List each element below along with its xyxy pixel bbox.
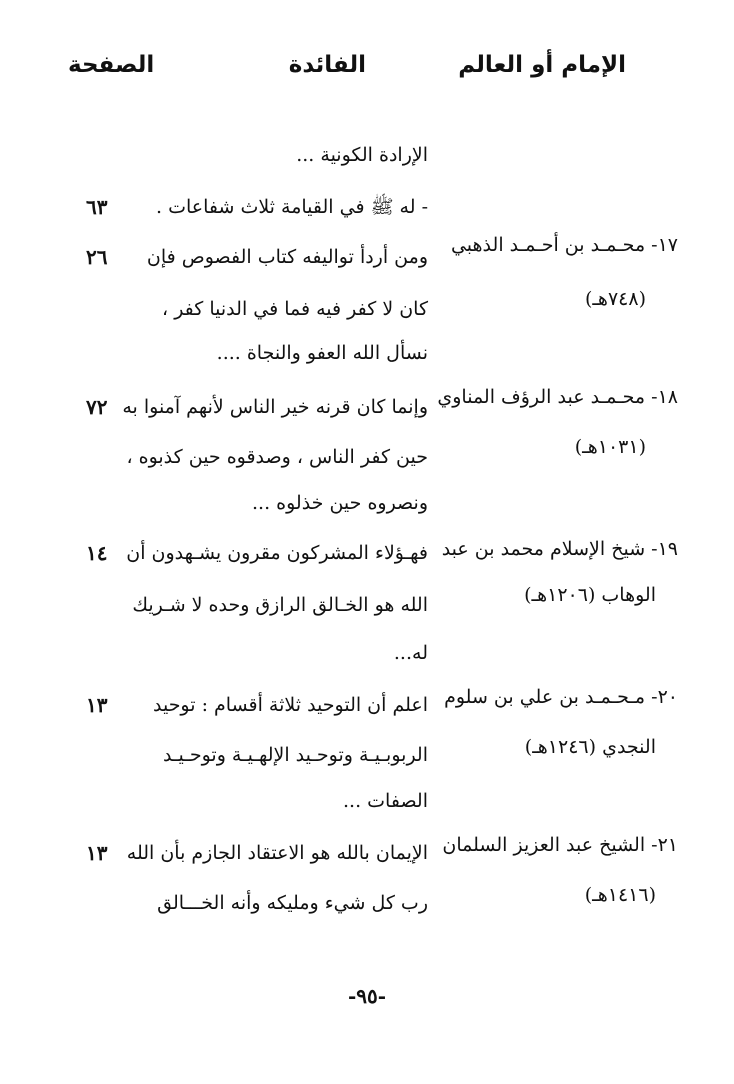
header-benefit: الفائدة <box>288 52 366 78</box>
entry-21-benefit-line-2: رب كل شيء ومليكه وأنه الخـــالق <box>157 892 428 914</box>
entry-20-benefit-line-2: الربوبـيـة وتوحـيد الإلهـيـة وتوحـيـد <box>163 744 428 766</box>
entry-19-benefit-line-3: له... <box>393 642 428 664</box>
entry-17-benefit-line-2: كان لا كفر فيه فما في الدنيا كفر ، <box>162 298 428 320</box>
entry-17-page-number: ٢٦ <box>86 245 108 269</box>
table-header <box>60 52 634 92</box>
entry-21-scholar-line-1: ٢١- الشيخ عبد العزيز السلمان <box>442 834 678 856</box>
page-number-footer: -٩٥- <box>347 984 387 1008</box>
entry-18-scholar-line-2: (١٠٣١هـ) <box>574 436 646 458</box>
entry-17-benefit-line-1: ومن أردأ تواليفه كتاب الفصوص فإن <box>146 246 428 268</box>
header-page: الصفحة <box>68 52 155 78</box>
entry-17-scholar-line-2: (٧٤٨هـ) <box>584 288 646 310</box>
entry-18-benefit-line-2: حين كفر الناس ، وصدقوه حين كذبوه ، <box>126 446 428 468</box>
entry-19-scholar-line-2: الوهاب (١٢٠٦هـ) <box>524 584 656 606</box>
entry-20-page-number: ١٣ <box>86 693 108 717</box>
entry-20-benefit-line-3: الصفات ... <box>343 790 428 812</box>
entry-20-scholar-line-2: النجدي (١٢٤٦هـ) <box>524 736 656 758</box>
entry-19-scholar-line-1: ١٩- شيخ الإسلام محمد بن عبد <box>441 538 678 560</box>
entry-20-benefit-line-1: اعلم أن التوحيد ثلاثة أقسام : توحيد <box>152 694 428 716</box>
entry-21-scholar-line-2: (١٤١٦هـ) <box>584 884 656 906</box>
entry-19-page-number: ١٤ <box>86 541 108 565</box>
entry-21-page-number: ١٣ <box>86 841 108 865</box>
entry-17-scholar-line-1: ١٧- محـمـد بن أحـمـد الذهبي <box>450 234 678 256</box>
entry-18-benefit-line-1: وإنما كان قرنه خير الناس لأنهم آمنوا به <box>122 396 428 418</box>
intro-page-number: ٦٣ <box>86 195 108 219</box>
entry-21-benefit-line-1: الإيمان بالله هو الاعتقاد الجازم بأن الله <box>126 842 428 864</box>
entry-18-benefit-line-3: ونصروه حين خذلوه ... <box>251 492 428 514</box>
intro-line-1: الإرادة الكونية ... <box>296 144 428 166</box>
intro-line-2: - له ﷺ في القيامة ثلاث شفاعات . <box>156 196 428 218</box>
entry-18-page-number: ٧٢ <box>86 395 108 419</box>
entry-18-scholar-line-1: ١٨- محـمـد عبد الرؤف المناوي <box>437 386 678 408</box>
entry-17-benefit-line-3: نسأل الله العفو والنجاة .... <box>216 342 428 364</box>
entry-19-benefit-line-1: فهـؤلاء المشركون مقرون يشـهدون أن <box>126 542 428 564</box>
header-imam: الإمام أو العالم <box>458 52 626 78</box>
entry-20-scholar-line-1: ٢٠- مـحـمـد بن علي بن سلوم <box>444 686 678 708</box>
entry-19-benefit-line-2: الله هو الخـالق الرازق وحده لا شـريك <box>132 594 428 616</box>
